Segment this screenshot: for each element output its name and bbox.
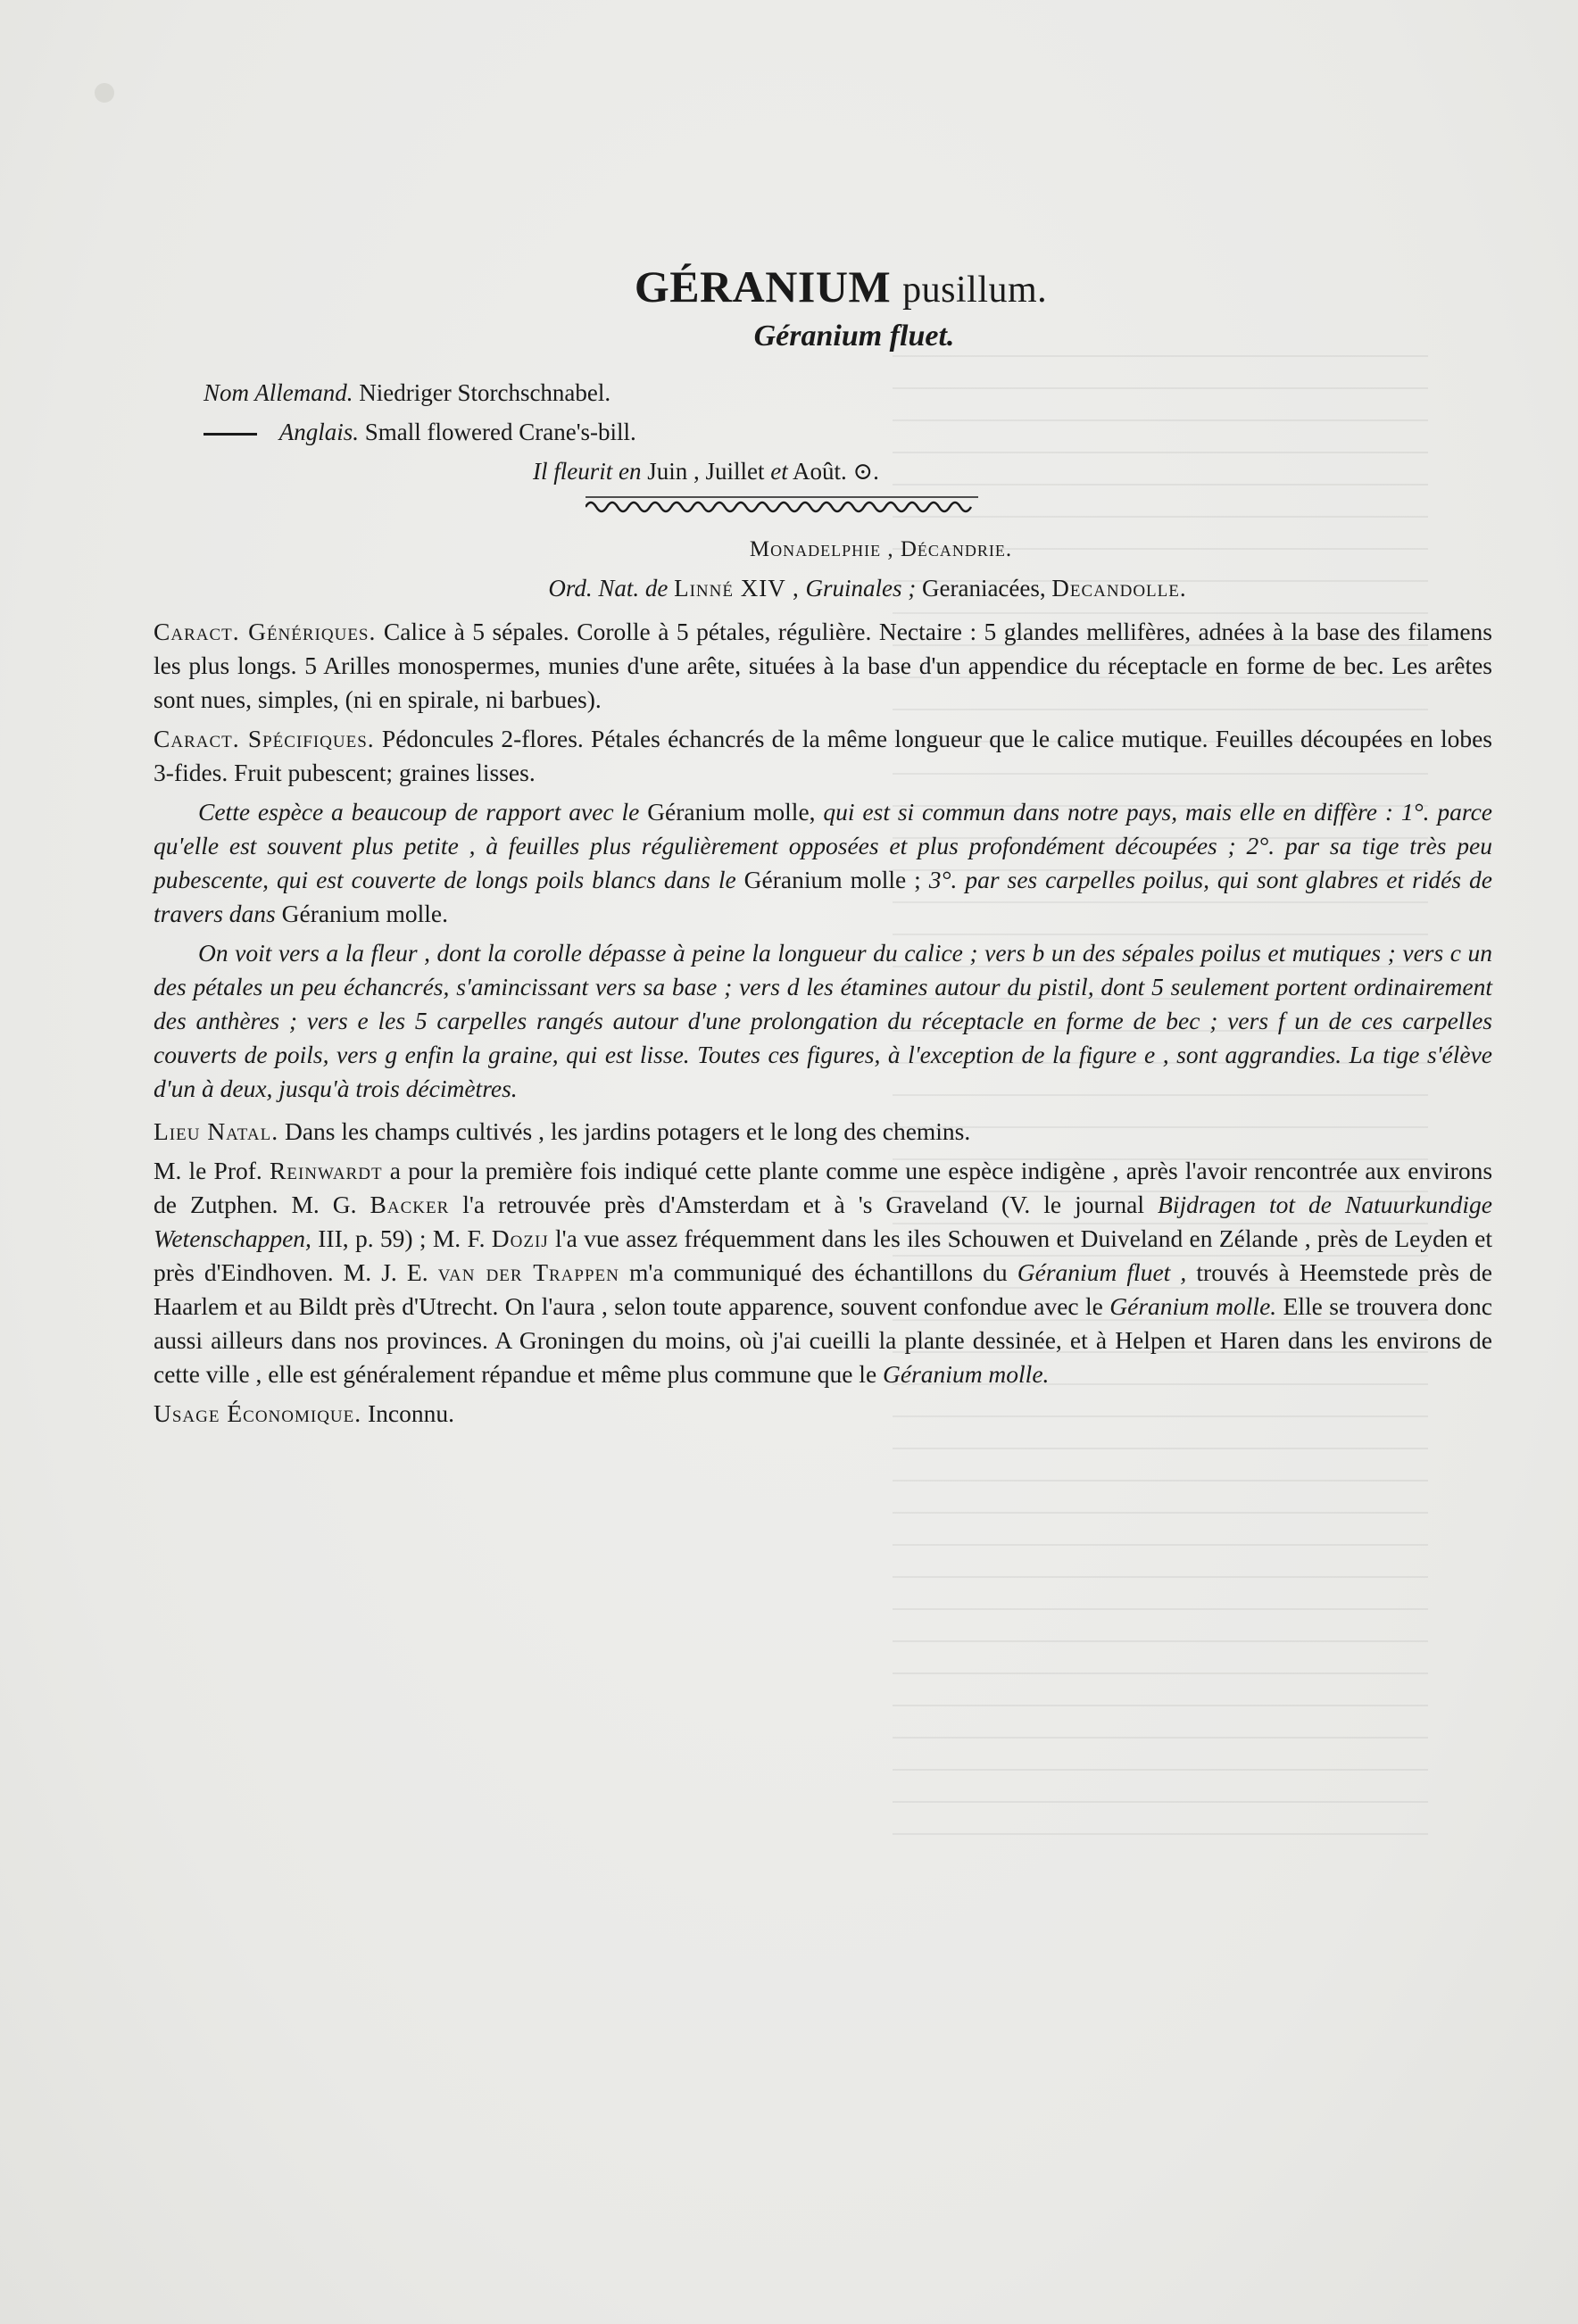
flowering-months: Juin , Juillet: [647, 458, 765, 485]
ord-nat-decandolle: Decandolle.: [1051, 575, 1187, 602]
species-name: Géranium molle.: [1109, 1292, 1277, 1320]
distribution-text: l'a vue assez fréquemment dans les iles Schouwen et Duiveland en Zélande , près de Leyden et près d'Eindhoven. M. J. E.: [154, 1224, 1492, 1286]
ord-nat-linne: Linné XIV ,: [674, 575, 800, 602]
distribution-text: III, p. 59) ; M. F.: [318, 1224, 486, 1252]
comparison-species-1: Géranium molle,: [647, 798, 816, 826]
economic-usage: [154, 1397, 1492, 1431]
comparison-paragraph: [154, 795, 1492, 931]
distribution-text: M. le Prof.: [154, 1157, 262, 1184]
classification: Monadelphie , Décandrie.: [749, 537, 1013, 561]
generic-label: Caract. Génériques.: [154, 618, 377, 645]
comparison-text-2: qui est si commun dans notre pays, mais elle en diffère : 1°. parce qu'elle est souvent plus petite , à feuilles plus régulièrement opposées et plus profondément découpées ; 2°. par sa tige très peu pubescente, qui est couverte de longs poils blancs dans le: [154, 798, 1492, 893]
german-label: Nom Allemand.: [203, 379, 353, 406]
specific-characters: [154, 722, 1492, 790]
distribution-paragraph: [154, 1154, 1492, 1391]
german-name: Niedriger Storchschnabel.: [359, 379, 611, 406]
ord-nat-gruinales: Gruinales ;: [805, 575, 917, 602]
wavy-rule-divider: [586, 494, 978, 514]
natural-order: [154, 569, 1492, 608]
journal-title: Bijdragen tot de Natuurkundige Wetenschappen,: [154, 1191, 1492, 1252]
distribution-text: l'a retrouvée près d'Amsterdam et à 's Graveland (V. le journal: [462, 1191, 1145, 1218]
english-label: Anglais.: [278, 419, 360, 445]
person-name: van der Trappen: [437, 1258, 619, 1286]
distribution-text: Elle se trouvera donc aussi ailleurs dans nos provinces. A Groningen du moins, où j'ai cueilli la plante dessinée, et à Helpen et Haren dans les environs de cette ville , elle est généralement répandue et même plus commune que le: [154, 1292, 1493, 1388]
comparison-text-1: Cette espèce a beaucoup de rapport avec le: [198, 798, 640, 826]
species-name: Géranium fluet ,: [1017, 1258, 1187, 1286]
person-name: Reinwardt: [270, 1157, 383, 1184]
title-genus: GÉRANIUM: [634, 261, 892, 311]
document-body: [154, 261, 1492, 1436]
vernacular-names: [203, 373, 1492, 452]
specific-text: Pédoncules 2-flores. Pétales échancrés de la même longueur que le calice mutique. Feuilles découpées en lobes 3-fides. Fruit pubescent; graines lisses.: [154, 725, 1493, 786]
flowering-prefix: Il fleurit en: [533, 458, 642, 485]
species-name: Géranium molle.: [883, 1360, 1050, 1388]
paper-spot: [95, 83, 114, 103]
person-name: Dozij: [491, 1224, 549, 1252]
annual-symbol-icon: ⊙.: [852, 458, 879, 485]
ord-nat-geraniacees: Geraniacées,: [921, 575, 1046, 602]
english-name-line: [203, 412, 1492, 452]
habitat-text: Dans les champs cultivés , les jardins potagers et le long des chemins.: [284, 1117, 971, 1145]
ditto-dash: [203, 433, 257, 436]
german-name-line: [203, 373, 1492, 412]
person-name: Backer: [370, 1191, 450, 1218]
distribution-text: a pour la première fois indiqué cette plante comme une espèce indigène , après l'avoir rencontrée aux environs de Zutphen. M. G.: [154, 1157, 1493, 1218]
generic-characters: [154, 615, 1492, 717]
figures-paragraph: On voit vers a la fleur , dont la corolle dépasse à peine la longueur du calice ; vers b un des sépales poilus et mutiques ; vers c un des pétales un peu échancrés, s'amincissant vers sa base ; vers d les étamines autour du pistil, dont 5 seulement portent ordinairement des anthères ; vers e les 5 carpelles rangés autour d'une prolongation du réceptacle en forme de bec ; vers f un de ces carpelles couverts de poils, vers g enfin la graine, qui est lisse. Toutes ces figures, à l'exception de la figure e , sont aggrandies. La tige s'élève d'un à deux, jusqu'à trois décimètres.: [154, 939, 1492, 1102]
flowering-et: et: [770, 458, 788, 485]
comparison-species-3: Géranium molle.: [281, 900, 448, 927]
english-name: Small flowered Crane's-bill.: [364, 419, 636, 445]
flowering-period: [533, 452, 1492, 491]
distribution-text: m'a communiqué des échantillons du: [628, 1258, 1008, 1286]
comparison-text-3: 3°. par ses carpelles poilus, qui sont glabres et ridés de travers dans: [154, 866, 1493, 927]
distribution-text: trouvés à Heemstede près de Haarlem et au Bildt près d'Utrecht. On l'aura , selon toute apparence, souvent confondue avec le: [154, 1258, 1493, 1320]
title-species: pusillum.: [902, 270, 1048, 311]
habitat-label: Lieu Natal.: [154, 1117, 279, 1145]
usage-text: Inconnu.: [368, 1399, 455, 1427]
flowering-last: Août.: [793, 458, 847, 485]
specific-label: Caract. Spécifiques.: [154, 725, 375, 752]
ord-nat-prefix: Ord. Nat. de: [548, 575, 669, 602]
page-subtitle: Géranium fluet.: [753, 320, 955, 353]
native-habitat: [154, 1115, 1492, 1149]
usage-label: Usage Économique.: [154, 1399, 362, 1427]
comparison-species-2: Géranium molle ;: [743, 866, 921, 893]
generic-text: Calice à 5 sépales. Corolle à 5 pétales, régulière. Nectaire : 5 glandes mellifères, adnées à la base des filamens les plus longs. 5 Arilles monospermes, munies d'une arête, situées à la base d'un appendice du réceptacle en forme de bec. Les arêtes sont nues, simples, (ni en spirale, ni barbues).: [154, 618, 1492, 713]
page-title: [154, 261, 1492, 312]
